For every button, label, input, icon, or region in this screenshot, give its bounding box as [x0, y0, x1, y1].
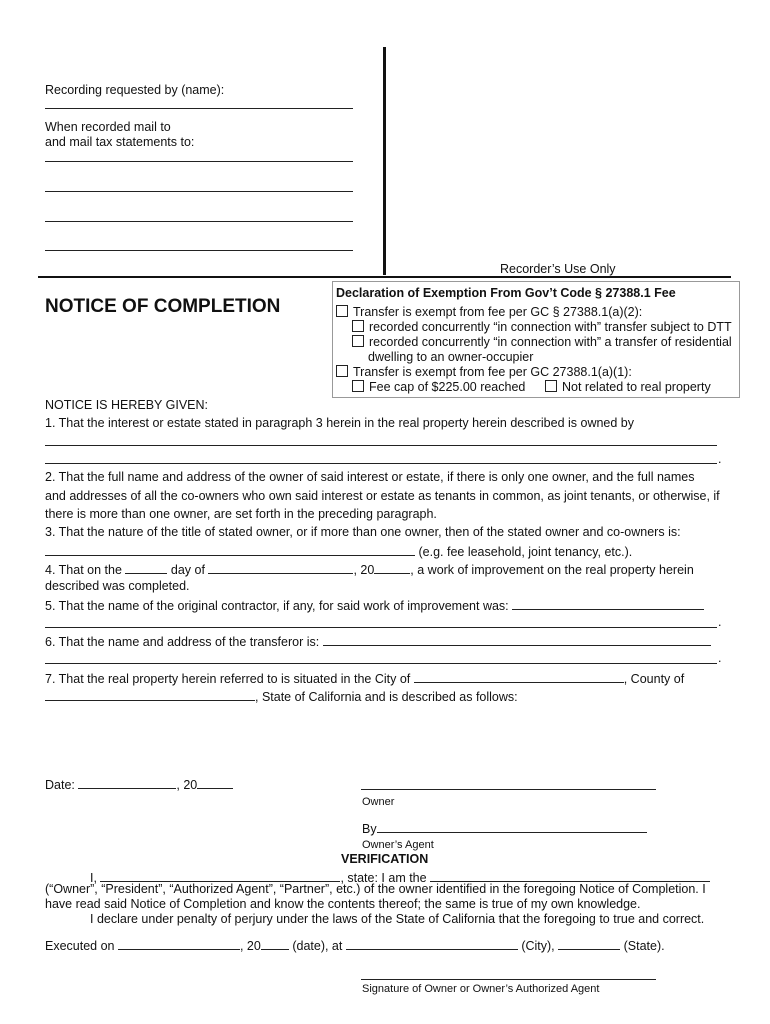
verification-heading: VERIFICATION — [341, 852, 429, 866]
paragraph-7-cont: , State of California and is described as follows: — [45, 688, 518, 704]
paragraph-1: 1. That the interest or estate stated in paragraph 3 herein in the real property herein described is owned by — [45, 416, 635, 430]
city-blank[interactable] — [414, 670, 624, 683]
notice-heading: NOTICE IS HEREBY GIVEN: — [45, 398, 209, 412]
date-year-blank[interactable] — [197, 776, 233, 789]
header-horizontal-divider — [38, 276, 731, 278]
page-title: NOTICE OF COMPLETION — [45, 296, 281, 317]
recording-requested-line[interactable] — [45, 108, 353, 109]
verification-line-2: (“Owner”, “President”, “Authorized Agent”, “Partner”, etc.) of the owner identified in the foregoing Notice of Completion. I — [45, 882, 706, 896]
title-nature-blank[interactable] — [45, 543, 415, 556]
period: . — [718, 452, 722, 466]
mail-address-line-4[interactable] — [45, 250, 353, 251]
completion-year-blank[interactable] — [374, 561, 410, 574]
recorders-use-label: Recorder’s Use Only — [500, 262, 616, 276]
verifier-name-blank[interactable] — [100, 869, 340, 882]
executed-year-blank[interactable] — [261, 937, 289, 950]
owners-agent-label: Owner’s Agent — [362, 839, 434, 851]
mail-address-line-3[interactable] — [45, 221, 353, 222]
completion-day-blank[interactable] — [125, 561, 167, 574]
owner-signature-line[interactable] — [361, 789, 656, 790]
final-signature-line[interactable] — [361, 979, 656, 980]
paragraph-4: 4. That on the day of , 20 , a work of improvement on the real property herein — [45, 563, 694, 577]
mail-address-line-1[interactable] — [45, 161, 353, 162]
executed-state-blank[interactable] — [558, 937, 620, 950]
exemption-option-1b-cont: dwelling to an owner-occupier — [368, 350, 534, 364]
owner-line-1[interactable] — [45, 445, 717, 446]
executed-row: Executed on , 20 (date), at (City), (State). — [45, 939, 665, 953]
exemption-a1-checkbox[interactable] — [336, 365, 348, 377]
exemption-option-1b: recorded concurrently “in connection with” a transfer of residential — [352, 335, 732, 349]
by-row: By — [362, 820, 647, 836]
exemption-option-1a: recorded concurrently “in connection with” transfer subject to DTT — [352, 320, 732, 334]
verification-line-3: have read said Notice of Completion and know the contents thereof; the same is true of my own knowledge. — [45, 897, 641, 911]
verifier-role-blank[interactable] — [430, 869, 710, 882]
owner-line-2[interactable] — [45, 463, 717, 464]
exemption-option-1: Transfer is exempt from fee per GC § 27388.1(a)(2): — [336, 305, 642, 319]
paragraph-6: 6. That the name and address of the transferor is: — [45, 633, 711, 649]
verification-line-4: I declare under penalty of perjury under the laws of the State of California that the foregoing to true and correct. — [90, 912, 705, 926]
not-real-property-checkbox[interactable] — [545, 380, 557, 392]
paragraph-3: 3. That the nature of the title of stated owner, or if more than one owner, then of the stated owner and co-owners is: — [45, 525, 681, 539]
mail-to-label-1: When recorded mail to — [45, 120, 171, 134]
date-row: Date: , 20 — [45, 776, 233, 792]
verification-line-1: I, , state: I am the — [90, 869, 710, 885]
exemption-option-2: Transfer is exempt from fee per GC 27388.1(a)(1): — [336, 365, 632, 379]
header-vertical-divider — [383, 47, 386, 275]
fee-cap-checkbox[interactable] — [352, 380, 364, 392]
paragraph-2-line-1: 2. That the full name and address of the owner of said interest or estate, if there is only one owner, and the full names — [45, 470, 695, 484]
exemption-option-2b: Not related to real property — [545, 380, 711, 394]
contractor-blank[interactable] — [512, 597, 704, 610]
paragraph-7: 7. That the real property herein referred to is situated in the City of , County of — [45, 672, 685, 686]
contractor-line-2[interactable] — [45, 627, 717, 628]
completion-month-blank[interactable] — [208, 561, 353, 574]
transferor-line-2[interactable] — [45, 663, 717, 664]
paragraph-2-line-3: there is more than one owner, are set forth in the preceding paragraph. — [45, 507, 437, 521]
exemption-option-2a: Fee cap of $225.00 reached — [352, 380, 525, 394]
paragraph-5: 5. That the name of the original contractor, if any, for said work of improvement was: — [45, 597, 704, 613]
recording-requested-label: Recording requested by (name): — [45, 83, 225, 97]
mail-address-line-2[interactable] — [45, 191, 353, 192]
period: . — [718, 615, 722, 629]
title-nature-row: (e.g. fee leasehold, joint tenancy, etc.). — [45, 543, 632, 559]
concurrent-dtt-checkbox[interactable] — [352, 320, 364, 332]
executed-city-blank[interactable] — [346, 937, 518, 950]
county-blank[interactable] — [45, 688, 255, 701]
transferor-blank[interactable] — [323, 633, 711, 646]
agent-signature-blank[interactable] — [377, 820, 647, 833]
executed-date-blank[interactable] — [118, 937, 240, 950]
owner-label: Owner — [362, 796, 395, 808]
exemption-heading: Declaration of Exemption From Gov’t Code § 27388.1 Fee — [336, 286, 676, 300]
period: . — [718, 651, 722, 665]
date-blank[interactable] — [78, 776, 176, 789]
concurrent-residential-checkbox[interactable] — [352, 335, 364, 347]
paragraph-2-line-2: and addresses of all the co-owners who own said interest or estate as tenants in common, as joint tenants, or otherwise, if — [45, 489, 720, 503]
mail-to-label-2: and mail tax statements to: — [45, 135, 195, 149]
paragraph-4-cont: described was completed. — [45, 579, 190, 593]
exemption-a2-checkbox[interactable] — [336, 305, 348, 317]
final-signature-label: Signature of Owner or Owner’s Authorized Agent — [362, 983, 600, 995]
